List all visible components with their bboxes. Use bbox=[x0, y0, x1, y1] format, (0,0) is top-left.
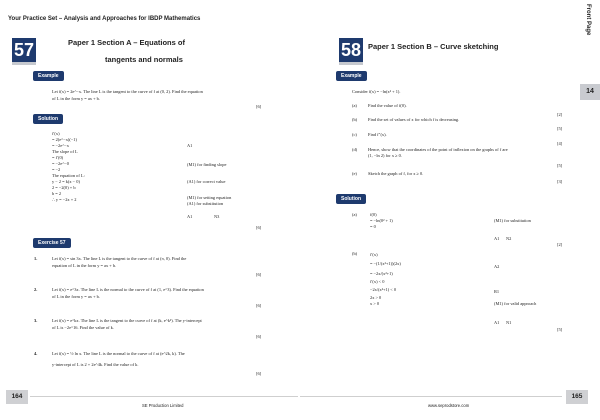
part-text: Find f″(x). bbox=[368, 132, 387, 137]
section-number-badge: 58 bbox=[340, 40, 362, 60]
solution-line: = −ln(0² + 1) bbox=[370, 218, 393, 223]
solution-working bbox=[370, 251, 401, 307]
question-number: 1. bbox=[34, 256, 38, 261]
mark-annotation: (M1) for substitution bbox=[494, 218, 531, 223]
question-text: Let f(x) = e^kx. The line L is the tangent to the curve of f at (k, e^k²). The y-intercept bbox=[52, 318, 202, 323]
solution-line: = −(1/(x²+1))(2x) bbox=[370, 261, 401, 266]
mark-annotation: (A1) for correct value bbox=[187, 179, 226, 184]
solution-line: The equation of L: bbox=[52, 173, 85, 178]
part-text: Find the value of f(0). bbox=[368, 103, 407, 108]
solution-line: y − 2 = k(x − 0) bbox=[52, 179, 80, 184]
mark-annotation: R1 bbox=[494, 289, 500, 294]
part-label: (b) bbox=[352, 117, 358, 122]
solution-line: −2x/(x²+1) < 0 bbox=[370, 287, 397, 292]
solution-line: 2 = −2(0) + b bbox=[52, 185, 76, 190]
part-label: (c) bbox=[352, 132, 357, 137]
part-text: Hence, show that the coordinates of the point of inflexion on the graphs of f are bbox=[368, 147, 508, 152]
solution-line: ∴ y = −2x + 2 bbox=[52, 197, 77, 202]
part-text: Sketch the graph of f, for x ≥ 0. bbox=[368, 171, 424, 176]
mark-annotation: A1 bbox=[187, 214, 193, 219]
part-label: (d) bbox=[352, 147, 358, 152]
mark-total: [6] bbox=[256, 104, 262, 109]
part-mark: [2] bbox=[557, 242, 563, 247]
part-mark: [2] bbox=[557, 112, 563, 117]
chapter-tab[interactable]: 14 bbox=[580, 84, 600, 100]
solution-line: = 0 bbox=[370, 224, 376, 229]
part-mark: [4] bbox=[557, 141, 563, 146]
mark-annotation: (M1) for setting equation bbox=[187, 195, 232, 200]
footer-website: www.seprodstore.com bbox=[428, 403, 470, 408]
solution-line: f′(x) bbox=[52, 131, 60, 136]
question-text: of L in the form y = ax + b. bbox=[52, 294, 100, 299]
solution-line: 2x > 0 bbox=[370, 295, 382, 300]
page-number: 165 bbox=[566, 390, 588, 404]
question-mark: [6] bbox=[256, 334, 262, 339]
question-mark: [6] bbox=[256, 371, 262, 376]
part-label: (a) bbox=[352, 103, 357, 108]
question-number: 2. bbox=[34, 287, 38, 292]
mark-annotation: A1 N1 bbox=[494, 320, 512, 325]
question-text: of L is −2e^16. Find the value of k. bbox=[52, 325, 114, 330]
solution-line: f(0) bbox=[370, 212, 377, 217]
solution-line: The slope of L bbox=[52, 149, 78, 154]
solution-label: Solution bbox=[33, 114, 63, 124]
footer-rule bbox=[300, 396, 562, 397]
question-text: y-intercept of L is 2 + 2e^4k. Find the value of k. bbox=[52, 362, 139, 367]
mark-annotation: (M1) for valid approach bbox=[494, 301, 537, 306]
solution-line: = f′(0) bbox=[52, 155, 64, 160]
section-title: Paper 1 Section B – Curve sketching bbox=[368, 42, 499, 51]
section-title-line2: tangents and normals bbox=[105, 55, 183, 64]
question-number: 3. bbox=[34, 318, 38, 323]
solution-line: b = 2 bbox=[52, 191, 62, 196]
part-text: Find the set of values of x for which f is decreasing. bbox=[368, 117, 460, 122]
mark-annotation: (M1) for finding slope bbox=[187, 162, 227, 167]
solution-line: = −2e^−x bbox=[52, 143, 69, 148]
mark-annotation: (A1) for substitution bbox=[187, 201, 224, 206]
part-mark: [5] bbox=[557, 163, 563, 168]
question-text: Let f(x) = sin 3x. The line L is the tangent to the curve of f at (π, 0). Find the bbox=[52, 256, 187, 261]
example-label: Example bbox=[33, 71, 64, 81]
footer-rule bbox=[30, 396, 298, 397]
question-number: 4. bbox=[34, 351, 38, 356]
page-number: 164 bbox=[6, 390, 28, 404]
question-mark: [6] bbox=[256, 303, 262, 308]
footer-publisher: SE Production Limited bbox=[142, 403, 184, 408]
part-label: (b) bbox=[352, 251, 358, 256]
part-mark: [3] bbox=[557, 179, 563, 184]
solution-line: f′(x) < 0 bbox=[370, 279, 385, 284]
mark-annotation: A1 N2 bbox=[494, 236, 512, 241]
solution-line: f′(x) bbox=[370, 252, 378, 257]
section-number-badge: 57 bbox=[13, 40, 35, 60]
part-label: (e) bbox=[352, 171, 357, 176]
mark-total: [6] bbox=[256, 225, 262, 230]
solution-line: = −2 bbox=[52, 167, 61, 172]
example-text: Consider f(x) = −ln(x² + 1). bbox=[352, 89, 401, 94]
book-title: Your Practice Set – Analysis and Approaches for IBDP Mathematics bbox=[8, 16, 201, 22]
solution-label: Solution bbox=[336, 194, 366, 204]
solution-working bbox=[370, 212, 393, 230]
solution-line: = −2e^−0 bbox=[52, 161, 69, 166]
section-title-line1: Paper 1 Section A – Equations of bbox=[68, 38, 185, 47]
question-text: Let f(x) = e^3x. The line L is the normal to the curve of f at (1, e^3). Find the equation bbox=[52, 287, 204, 292]
part-text: (1, −ln 2) for x ≥ 0. bbox=[368, 153, 402, 158]
solution-line: = 2(e^−x)(−1) bbox=[52, 137, 77, 142]
question-text: equation of L in the form y = ax + b. bbox=[52, 263, 117, 268]
part-mark: [5] bbox=[557, 126, 563, 131]
part-mark: [5] bbox=[557, 327, 563, 332]
example-text: Let f(x) = 2e^−x. The line L is the tangent to the curve of f at (0, 2). Find the equation bbox=[52, 89, 203, 94]
question-text: Let f(x) = ½ ln x. The line L is the normal to the curve of f at (e^2k, k). The bbox=[52, 351, 185, 356]
exercise-label: Exercise 57 bbox=[33, 238, 71, 248]
mark-annotation: N3 bbox=[214, 214, 220, 219]
mark-annotation: A1 bbox=[187, 143, 193, 148]
solution-line: = −2x/(x²+1) bbox=[370, 271, 393, 276]
solution-working bbox=[52, 131, 85, 203]
example-label: Example bbox=[336, 71, 367, 81]
question-mark: [6] bbox=[256, 272, 262, 277]
example-text: of L in the form y = ax + b. bbox=[52, 96, 100, 101]
solution-line: x > 0 bbox=[370, 301, 380, 306]
front-page-label: Front Page bbox=[585, 4, 591, 36]
part-label: (a) bbox=[352, 212, 357, 217]
mark-annotation: A2 bbox=[494, 264, 500, 269]
